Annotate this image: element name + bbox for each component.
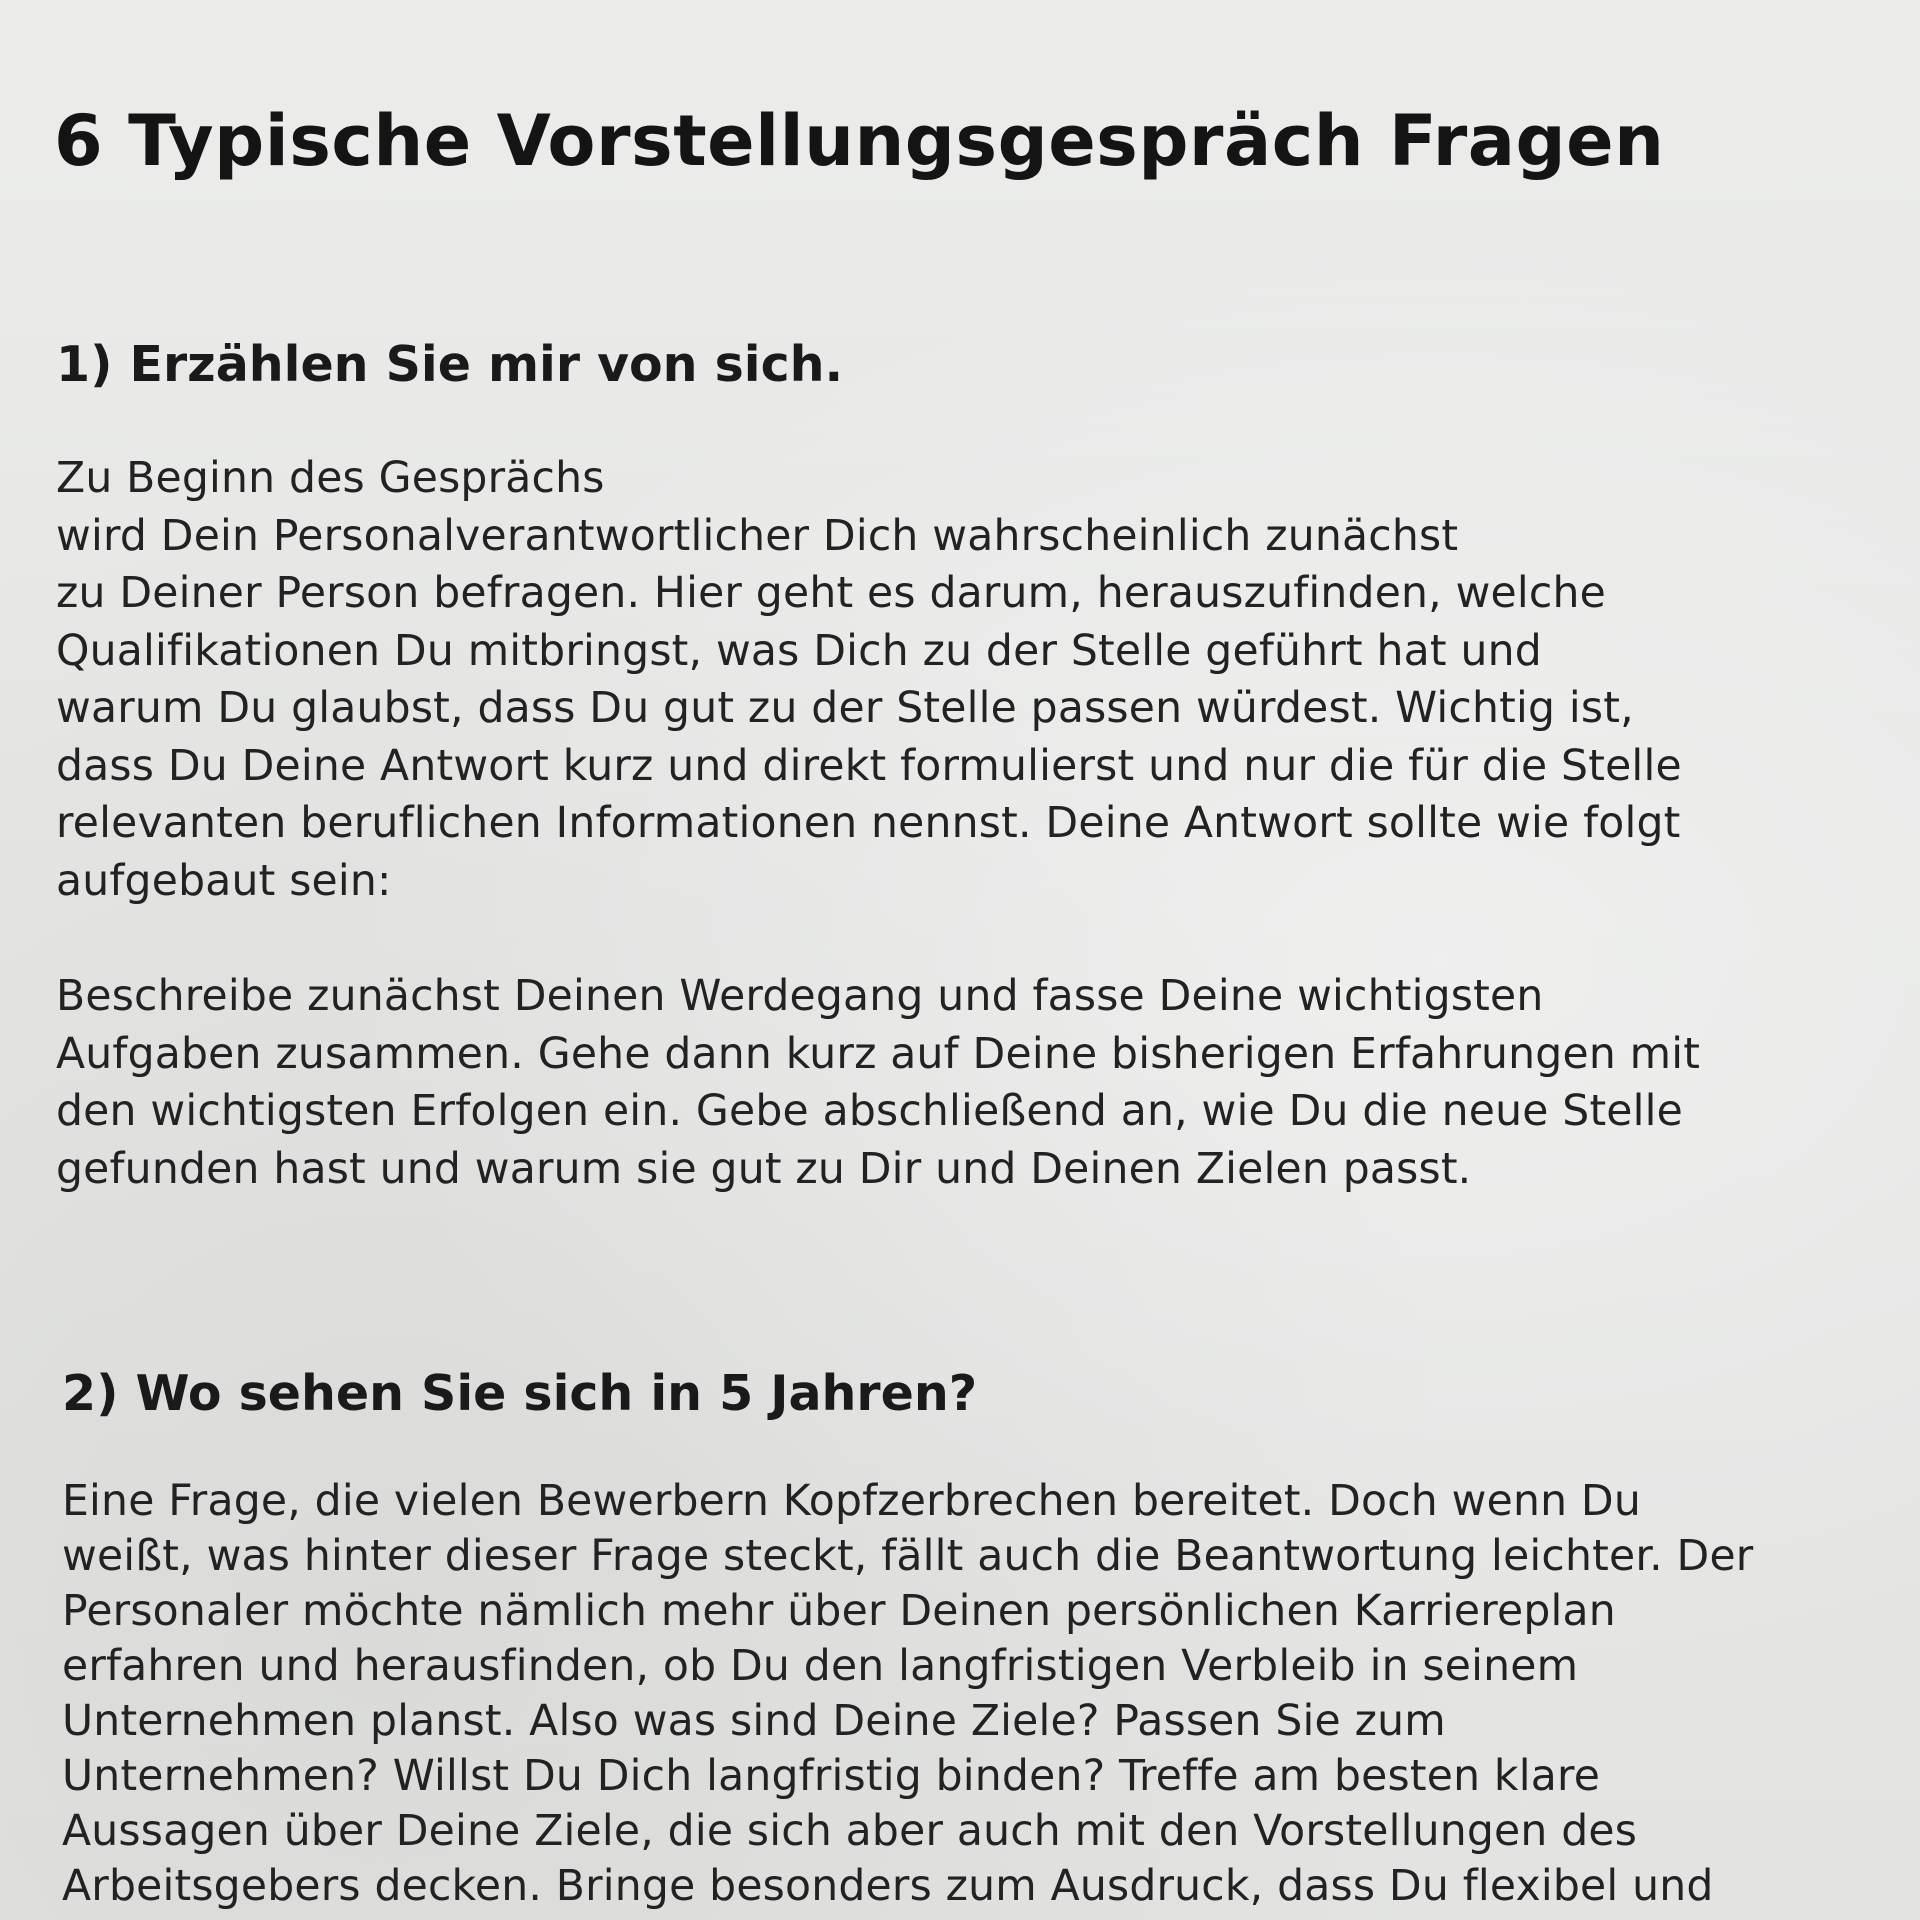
- section-heading: 1) Erzählen Sie mir von sich.: [56, 336, 844, 393]
- text-line: gefunden hast und warum sie gut zu Dir und Deinen Zielen passt.: [56, 1144, 1472, 1194]
- text-line: weißt, was hinter dieser Frage steckt, fällt auch die Beantwortung leichter. Der: [62, 1532, 1754, 1581]
- paragraph: [56, 450, 1896, 910]
- section-question-2: [62, 1365, 1902, 1914]
- text-line: erfahren und herausfinden, ob Du den langfristigen Verbleib in seinem: [62, 1642, 1579, 1691]
- paragraph: [62, 1474, 1902, 1914]
- text-line: dass Du Deine Antwort kurz und direkt formulierst und nur die für die Stelle: [56, 741, 1682, 791]
- text-line: zu Deiner Person befragen. Hier geht es darum, herauszufinden, welche: [56, 569, 1606, 618]
- text-line: Arbeitsgebers decken. Bringe besonders zum Ausdruck, dass Du flexibel und: [62, 1862, 1714, 1911]
- text-line: Beschreibe zunächst Deinen Werdegang und fasse Deine wichtigsten: [56, 972, 1544, 1021]
- document-title: 6 Typische Vorstellungsgespräch Fragen: [54, 100, 1665, 182]
- text-line: Zu Beginn des Gesprächs: [56, 454, 605, 503]
- section-question-1: [56, 336, 1896, 1198]
- text-line: Aufgaben zusammen. Gehe dann kurz auf Deine bisherigen Erfahrungen mit: [56, 1029, 1701, 1079]
- text-line: Unternehmen? Willst Du Dich langfristig binden? Treffe am besten klare: [62, 1752, 1601, 1801]
- text-line: Aussagen über Deine Ziele, die sich aber auch mit den Vorstellungen des: [62, 1807, 1638, 1856]
- paragraph: [56, 968, 1896, 1198]
- text-line: Unternehmen planst. Also was sind Deine Ziele? Passen Sie zum: [62, 1697, 1446, 1746]
- text-line: warum Du glaubst, dass Du gut zu der Stelle passen würdest. Wichtig ist,: [56, 684, 1634, 733]
- text-line: Personaler möchte nämlich mehr über Deinen persönlichen Karriereplan: [62, 1587, 1616, 1636]
- text-line: Qualifikationen Du mitbringst, was Dich zu der Stelle geführt hat und: [56, 626, 1542, 676]
- text-line: relevanten beruflichen Informationen nennst. Deine Antwort sollte wie folgt: [56, 799, 1681, 848]
- section-heading: 2) Wo sehen Sie sich in 5 Jahren?: [62, 1365, 978, 1422]
- text-line: Eine Frage, die vielen Bewerbern Kopfzerbrechen bereitet. Doch wenn Du: [62, 1477, 1641, 1526]
- text-line: den wichtigsten Erfolgen ein. Gebe abschließend an, wie Du die neue Stelle: [56, 1087, 1684, 1136]
- text-line: wird Dein Personalverantwortlicher Dich wahrscheinlich zunächst: [56, 511, 1459, 561]
- text-line: aufgebaut sein:: [56, 856, 392, 906]
